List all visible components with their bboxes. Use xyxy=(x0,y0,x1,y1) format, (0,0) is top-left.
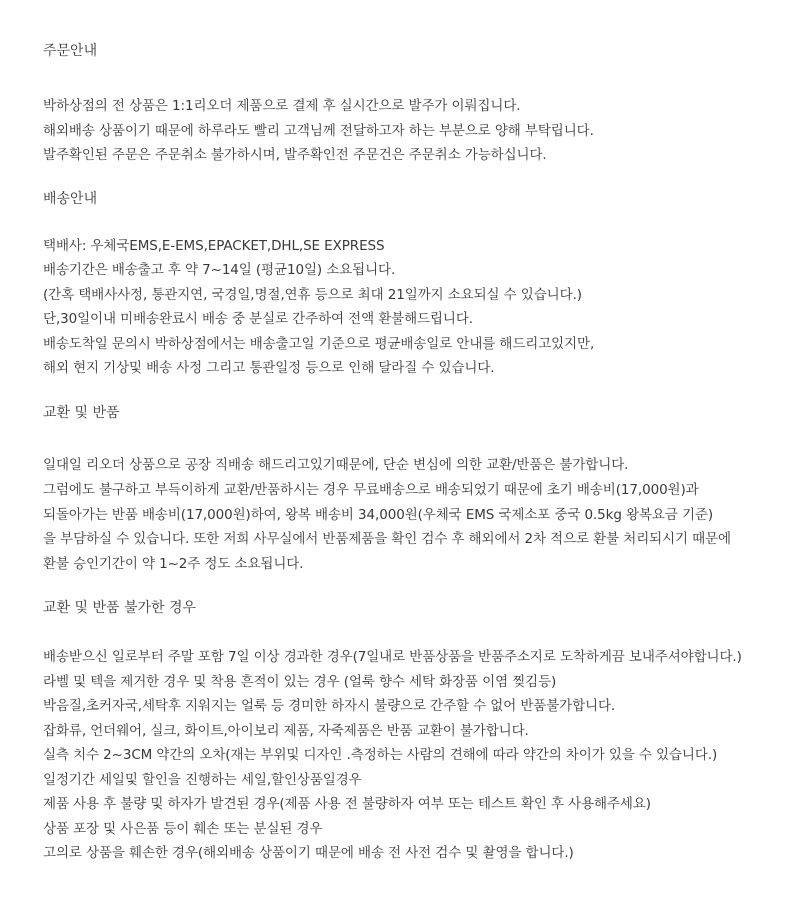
non-returnable-line: 제품 사용 후 불량 및 하자가 발견된 경우(제품 사용 전 불량하자 여부 또는 테스트 확인 후 사용해주세요) xyxy=(43,796,651,812)
non-returnable-line: 고의로 상품을 훼손한 경우(해외배송 상품이기 때문에 배송 전 사전 검수 및 촬영을 합니다.) xyxy=(43,845,574,861)
shipping-info-line: 배송기간은 배송출고 후 약 7~14일 (평균10일) 소요됩니다. xyxy=(43,262,396,278)
exchange-return-line: 환불 승인기간이 약 1~2주 정도 소요됩니다. xyxy=(43,556,304,572)
non-returnable-line: 상품 포장 및 사은품 등이 훼손 또는 분실된 경우 xyxy=(43,821,323,837)
exchange-return-line: 되돌아가는 반품 배송비(17,000원)하여, 왕복 배송비 34,000원(우체국 EMS 국제소포 중국 0.5kg 왕복요금 기준) xyxy=(43,507,714,523)
exchange-return-line: 을 부담하실 수 있습니다. 또한 저희 사무실에서 반품제품을 확인 검수 후 해외에서 2차 적으로 환불 처리되시기 때문에 xyxy=(43,531,731,547)
exchange-return-line: 그럼에도 불구하고 부득이하게 교환/반품하시는 경우 무료배송으로 배송되었기 때문에 초기 배송비(17,000원)과 xyxy=(43,482,699,498)
non-returnable-line: 박음질,초커자국,세탁후 지워지는 얼룩 등 경미한 하자시 불량으로 간주할 수 없어 반품불가합니다. xyxy=(43,698,616,714)
section-title-shipping-info: 배송안내 xyxy=(43,191,98,207)
shipping-info-line: 택배사: 우체국EMS,E-EMS,EPACKET,DHL,SE EXPRESS xyxy=(43,238,385,254)
shipping-info-line: 단,30일이내 미배송완료시 배송 중 분실로 간주하여 전액 환불해드립니다. xyxy=(43,311,473,327)
shipping-info-line: 배송도착일 문의시 박하상점에서는 배송출고일 기준으로 평균배송일로 안내를 해드리고있지만, xyxy=(43,336,595,352)
exchange-return-line: 일대일 리오더 상품으로 공장 직배송 해드리고있기때문에, 단순 변심에 의한 교환/반품은 불가합니다. xyxy=(43,457,629,473)
non-returnable-line: 잡화류, 언더웨어, 실크, 화이트,아이보리 제품, 자죽제품은 반품 교환이 불가합니다. xyxy=(43,723,529,739)
non-returnable-line: 라벨 및 텍을 제거한 경우 및 착용 흔적이 있는 경우 (얼룩 향수 세탁 화장품 이염 찢김등) xyxy=(43,674,557,690)
order-info-line: 발주확인된 주문은 주문취소 불가하시며, 발주확인전 주문건은 주문취소 가능하십니다. xyxy=(43,147,547,163)
shipping-info-line: 해외 현지 기상및 배송 사정 그리고 통관일정 등으로 인해 달라질 수 있습니다. xyxy=(43,360,495,376)
order-info-line: 해외배송 상품이기 때문에 하루라도 빨리 고객님께 전달하고자 하는 부분으로 양해 부탁립니다. xyxy=(43,123,594,139)
order-info-line: 박하상점의 전 상품은 1:1리오더 제품으로 결제 후 실시간으로 발주가 이뤄집니다. xyxy=(43,98,521,114)
section-title-exchange-return: 교환 및 반품 xyxy=(43,405,120,421)
section-title-order-info: 주문안내 xyxy=(43,43,98,59)
non-returnable-line: 배송받으신 일로부터 주말 포함 7일 이상 경과한 경우(7일내로 반품상품을 반품주소지로 도착하게끔 보내주셔야합니다.) xyxy=(43,649,742,665)
section-title-non-returnable: 교환 및 반품 불가한 경우 xyxy=(43,600,197,616)
shipping-info-line: (간혹 택배사사정, 통관지연, 국경일,명절,연휴 등으로 최대 21일까지 소요되실 수 있습니다.) xyxy=(43,287,582,303)
non-returnable-line: 실측 치수 2~3CM 약간의 오차(재는 부위및 디자인 .측정하는 사람의 견해에 따라 약간의 차이가 있을 수 있습니다.) xyxy=(43,747,718,763)
non-returnable-line: 일정기간 세일및 할인을 진행하는 세일,할인상품일경우 xyxy=(43,772,362,788)
